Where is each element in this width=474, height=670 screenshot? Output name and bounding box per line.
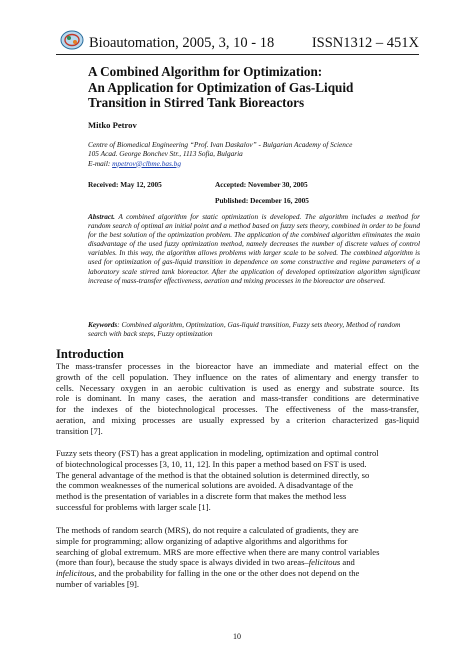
text-line: role is dominant. In many cases, the aeration and mass-transfer conditions are determinative [56, 393, 419, 404]
text-line: of biotechnological processes [3, 10, 11, 12]. In this paper a method based on FST is used. [56, 458, 367, 469]
text-line: The methods of random search (MRS), do not require a calculated of gradients, they are [56, 525, 359, 535]
abstract [88, 212, 420, 285]
text-line: Fuzzy sets theory (FST) has a great application in modeling, optimization and optimal control [56, 448, 379, 458]
title-line: An Application for Optimization of Gas-Liquid [88, 79, 354, 95]
email-line [88, 159, 352, 168]
paragraph [56, 448, 419, 513]
page-number: 10 [233, 632, 241, 641]
text-line: the common weaknesses of the numerical solutions are avoided. A disadvantage of the [56, 480, 354, 491]
journal-citation: Bioautomation, 2005, 3, 10 - 18 [89, 35, 275, 51]
title-line: Transition in Stirred Tank Bioreactors [88, 95, 305, 110]
published-date: Published: December 16, 2005 [215, 196, 309, 205]
abstract-label: Abstract. [88, 212, 115, 221]
title-line: A Combined Algorithm for Optimization: [88, 64, 323, 79]
issn: ISSN1312 – 451X [311, 35, 419, 51]
keywords [88, 320, 420, 338]
text-line: infelicitous, and the probability for falling in the one or the other does not depend on the [56, 568, 360, 579]
paper-title [88, 64, 428, 111]
email-link[interactable]: mpetrov@clbme.bas.bg [112, 158, 181, 168]
text-line: The general advantage of the method is that the obtained solution is determined directly, so [56, 469, 370, 480]
text-line: growth of the cell population. They influence on the rates of alimentary and energy transfer to [56, 371, 419, 382]
journal-logo-icon [60, 30, 84, 50]
author-name: Mitko Petrov [88, 120, 137, 130]
text-line: simple for programming; allow organizing of adaptive algorithms and algorithms for [56, 535, 348, 546]
text-line: number of variables [9]. [56, 578, 140, 589]
affiliation-line: 105 Acad. George Bonchev Str., 1113 Sofia, Bulgaria [88, 149, 243, 159]
affiliation [88, 140, 352, 168]
header-rule [56, 54, 419, 55]
text-line: The mass-transfer processes in the bioreactor have an immediate and material effect on the [56, 361, 419, 371]
section-heading-introduction: Introduction [56, 347, 124, 361]
email-label: E-mail: [88, 158, 111, 168]
text-line: cells. Necessary oxygen in an aerobic cultivation is used as energy and substrate source. Its [56, 382, 419, 393]
abstract-text: A combined algorithm for static optimization is developed. The algorithm includes a method for random search of optimal an initial point and a method based on fuzzy sets theory, combined in order to be found for the best solution of the optimization problem. The application of the combined algorithm eliminates the main disadvantage of the used fuzzy optimization method, namely decreases the number of discrete values of control variables. In this way, the algorithm allows problems with larger scale to be solved. The combined algorithm is used for optimization of gas-liquid transition in dependence on some constructive and regime parameters of a laboratory scale stirred tank bioreactor. After the application of developed optimization algorithm significant increase of mass-transfer effectiveness, aeration and mixing processes in the bioreactor are observed. [88, 212, 420, 285]
text-line: method is the presentation of variables in a discrete form that makes the method less [56, 491, 347, 502]
text-line: (more than four), because the study space is always divided in two areas–felicitous and [56, 557, 355, 568]
paragraph [56, 525, 419, 590]
text-line: for the indexes of the biotechnological processes. The effectiveness of the mass-transfer, [56, 404, 419, 415]
text-line: searching of global extremum. MRS are more effective when there are many control variables [56, 546, 380, 557]
received-date: Received: May 12, 2005 [88, 180, 162, 189]
keywords-text: : Combined algorithm, Optimization, Gas-liquid transition, Fuzzy sets theory, Method of random search with back steps, Fuzzy optimization [88, 320, 401, 339]
text-line: aeration, and mixing processes are usually expressed by a criterion characterized gas-liquid [56, 414, 419, 425]
keywords-label: Keywords [88, 320, 118, 329]
text-line: transition [7]. [56, 425, 103, 436]
paragraph [56, 361, 419, 437]
text-line: successful for problems with larger scale [1]. [56, 501, 211, 512]
affiliation-line: Centre of Biomedical Engineering “Prof. Ivan Daskalov” - Bulgarian Academy of Science [88, 140, 353, 149]
accepted-date: Accepted: November 30, 2005 [215, 180, 308, 189]
